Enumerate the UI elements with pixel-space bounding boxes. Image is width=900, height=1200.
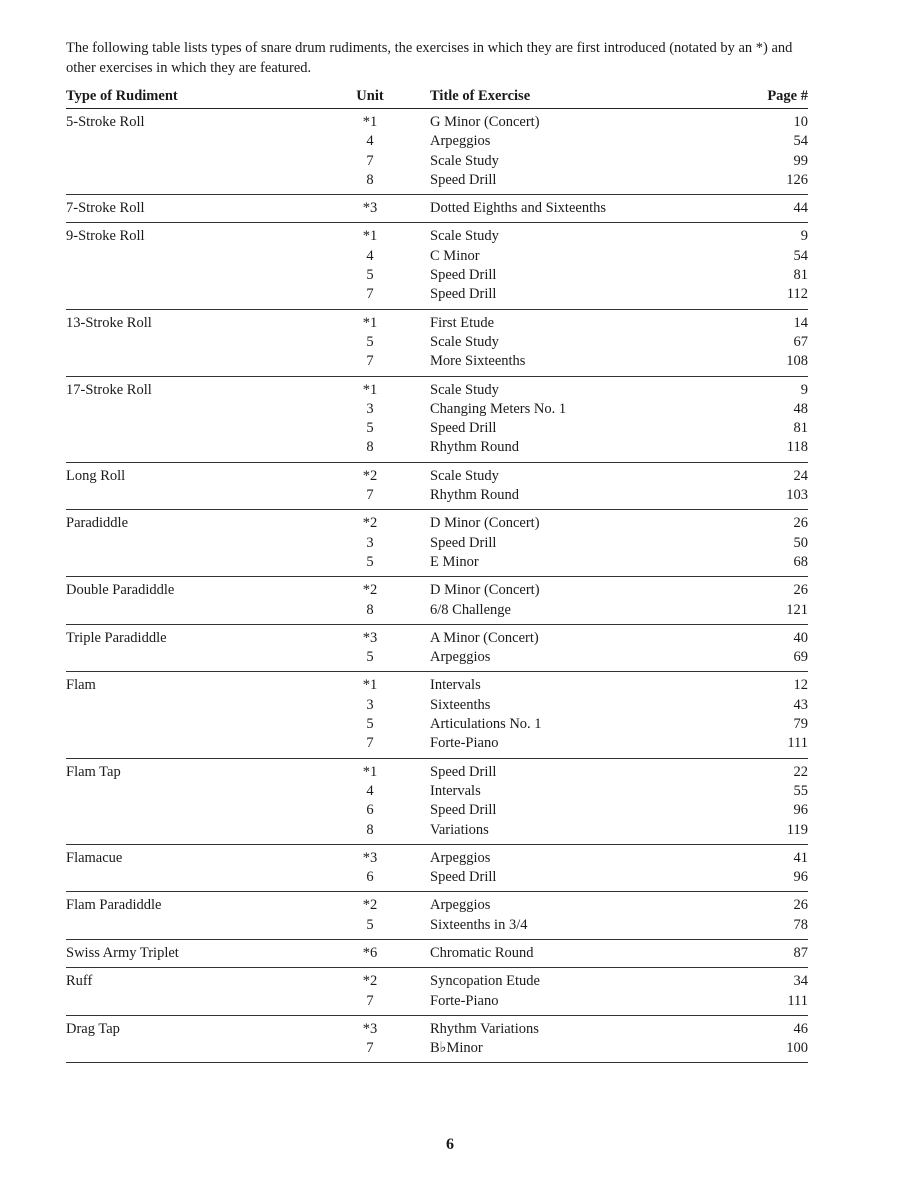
table-row [66, 1021, 808, 1040]
table-header [66, 86, 808, 109]
table-row [66, 850, 808, 869]
exercise-title-cell: E Minor [430, 553, 479, 570]
unit-cell: 5 [366, 333, 374, 350]
page-number-cell: 50 [793, 534, 808, 551]
rudiment-group [66, 109, 808, 195]
unit-cell: *1 [362, 677, 378, 694]
page-number-cell: 81 [793, 420, 808, 437]
exercise-title-cell: Dotted Eighths and Sixteenths [430, 200, 606, 217]
page-number-cell: 96 [793, 869, 808, 886]
table-row [66, 945, 808, 964]
page-number-cell: 43 [793, 696, 808, 713]
table-row [66, 869, 808, 888]
table-row [66, 315, 808, 334]
table-row [66, 735, 808, 754]
exercise-title-cell: Syncopation Etude [430, 973, 540, 990]
unit-cell: 3 [366, 696, 374, 713]
page-number-cell: 69 [793, 649, 808, 666]
rudiment-group [66, 672, 808, 758]
exercise-title-cell: G Minor (Concert) [430, 114, 540, 130]
exercise-title-cell: Forte-Piano [430, 992, 499, 1009]
table-row [66, 554, 808, 573]
table-row [66, 172, 808, 191]
rudiment-name: Flam [66, 677, 96, 694]
rudiment-name: Flamacue [66, 849, 123, 866]
rudiment-name: 13-Stroke Roll [66, 314, 152, 331]
table-row [66, 382, 808, 401]
page-number-cell: 81 [793, 267, 808, 284]
unit-cell: *3 [362, 1020, 378, 1037]
table-row [66, 114, 808, 133]
exercise-title-cell: D Minor (Concert) [430, 582, 540, 599]
page-number-cell: 9 [800, 228, 808, 245]
rudiment-group [66, 310, 808, 377]
page-number-cell: 118 [786, 439, 808, 456]
exercise-title-cell: More Sixteenths [430, 353, 526, 370]
exercise-title-cell: Speed Drill [430, 267, 497, 284]
table-row [66, 783, 808, 802]
page-number-cell: 96 [793, 802, 808, 819]
unit-cell: 6 [366, 802, 374, 819]
table-row [66, 630, 808, 649]
table-row [66, 716, 808, 735]
table-row [66, 535, 808, 554]
table-row [66, 468, 808, 487]
rudiment-group [66, 463, 808, 511]
table-row [66, 822, 808, 841]
exercise-title-cell: Speed Drill [430, 171, 497, 188]
unit-cell: 7 [366, 353, 374, 370]
exercise-title-cell: Arpeggios [430, 849, 491, 866]
table-row [66, 228, 808, 247]
unit-cell: *2 [362, 973, 378, 990]
page-number-cell: 111 [787, 992, 808, 1009]
unit-cell: *1 [362, 314, 378, 331]
exercise-title-cell: Chromatic Round [430, 944, 534, 961]
exercise-title-cell: Scale Study [430, 333, 499, 350]
exercise-title-cell: Changing Meters No. 1 [430, 400, 567, 417]
rudiment-name: Ruff [66, 973, 93, 990]
header-type: Type of Rudiment [66, 88, 178, 104]
table-row [66, 439, 808, 458]
exercise-title-cell: 6/8 Challenge [430, 601, 511, 618]
page-number-cell: 26 [793, 582, 808, 599]
rudiment-name: 9-Stroke Roll [66, 228, 145, 245]
exercise-title-cell: Sixteenths [430, 696, 491, 713]
exercise-title-cell: Speed Drill [430, 420, 497, 437]
page-number: 6 [446, 1136, 454, 1153]
rudiment-name: Swiss Army Triplet [66, 944, 179, 961]
exercise-title-cell: First Etude [430, 314, 495, 331]
exercise-title-cell: Arpeggios [430, 897, 491, 914]
unit-cell: 7 [366, 152, 374, 169]
unit-cell: 5 [366, 420, 374, 437]
unit-cell: *2 [362, 467, 378, 484]
table-row [66, 897, 808, 916]
page-number-cell: 99 [793, 152, 808, 169]
unit-cell: 7 [366, 735, 374, 752]
page-number-cell: 40 [793, 629, 808, 646]
exercise-title-cell: Scale Study [430, 381, 499, 398]
rudiment-name: Paradiddle [66, 515, 129, 532]
rudiment-group [66, 845, 808, 893]
rudiment-group [66, 940, 808, 968]
unit-cell: 4 [366, 133, 374, 150]
table-row [66, 487, 808, 506]
table-row [66, 677, 808, 696]
page-number-cell: 12 [793, 677, 808, 694]
exercise-title-cell: Arpeggios [430, 133, 491, 150]
exercise-title-cell: Rhythm Variations [430, 1020, 539, 1037]
table-row [66, 764, 808, 783]
page-number-cell: 46 [793, 1020, 808, 1037]
rudiment-name: Flam Tap [66, 763, 121, 780]
unit-cell: *3 [362, 629, 378, 646]
table-row [66, 153, 808, 172]
rudiment-group [66, 968, 808, 1016]
unit-cell: *1 [362, 114, 378, 130]
exercise-title-cell: Intervals [430, 677, 481, 694]
exercise-title-cell: Scale Study [430, 228, 499, 245]
page-number-cell: 67 [793, 333, 808, 350]
unit-cell: 4 [366, 247, 374, 264]
table-row [66, 248, 808, 267]
unit-cell: *3 [362, 849, 378, 866]
page-number-cell: 87 [793, 944, 808, 961]
exercise-title-cell: Speed Drill [430, 802, 497, 819]
exercise-title-cell: Rhythm Round [430, 439, 520, 456]
exercise-title-cell: Sixteenths in 3/4 [430, 916, 528, 933]
table-row [66, 515, 808, 534]
rudiment-name: 7-Stroke Roll [66, 200, 145, 217]
page-number-cell: 55 [793, 782, 808, 799]
page-number-cell: 121 [786, 601, 808, 618]
unit-cell: 6 [366, 869, 374, 886]
unit-cell: 5 [366, 553, 374, 570]
exercise-title-cell: Variations [430, 821, 489, 838]
unit-cell: 5 [366, 716, 374, 733]
unit-cell: 8 [366, 439, 374, 456]
exercise-title-cell: C Minor [430, 247, 480, 264]
unit-cell: 8 [366, 171, 374, 188]
rudiment-group [66, 759, 808, 845]
table-row [66, 1040, 808, 1059]
page-number-cell: 54 [793, 133, 808, 150]
page-number-cell: 48 [793, 400, 808, 417]
unit-cell: *1 [362, 381, 378, 398]
page-number-cell: 112 [786, 286, 808, 303]
page-number-cell: 108 [786, 353, 808, 370]
page-number-cell: 26 [793, 897, 808, 914]
table-row [66, 649, 808, 668]
rudiment-name: Double Paradiddle [66, 582, 175, 599]
unit-cell: *2 [362, 897, 378, 914]
rudiment-group [66, 892, 808, 940]
unit-cell: 7 [366, 992, 374, 1009]
intro-paragraph: The following table lists types of snare drum rudiments, the exercises in which they are first introduced (notated by an *) and other exercises in which they are featured. [66, 40, 793, 76]
exercise-title-cell: A Minor (Concert) [430, 629, 539, 646]
page-number-cell: 111 [787, 735, 808, 752]
exercise-title-cell: Rhythm Round [430, 487, 520, 504]
unit-cell: 8 [366, 821, 374, 838]
exercise-title-cell: Forte-Piano [430, 735, 499, 752]
unit-cell: 3 [366, 400, 374, 417]
unit-cell: 5 [366, 267, 374, 284]
unit-cell: 3 [366, 534, 374, 551]
table-row [66, 267, 808, 286]
table-row [66, 200, 808, 219]
rudiment-group [66, 510, 808, 577]
rudiment-group [66, 577, 808, 625]
page-number-cell: 68 [793, 553, 808, 570]
page-number-cell: 10 [793, 114, 808, 130]
page-number-cell: 79 [793, 716, 808, 733]
unit-cell: 7 [366, 1040, 374, 1057]
exercise-title-cell: Arpeggios [430, 649, 491, 666]
unit-cell: *2 [362, 582, 378, 599]
table-row [66, 802, 808, 821]
unit-cell: *2 [362, 515, 378, 532]
page-number-cell: 103 [786, 487, 808, 504]
unit-cell: *6 [362, 944, 378, 961]
table-row [66, 973, 808, 992]
unit-cell: 7 [366, 487, 374, 504]
rudiment-table [66, 109, 808, 1063]
table-row [66, 353, 808, 372]
page-number-cell: 34 [793, 973, 808, 990]
page-number-cell: 44 [793, 200, 808, 217]
page-number-cell: 54 [793, 247, 808, 264]
rudiment-name: Flam Paradiddle [66, 897, 162, 914]
page-number-cell: 126 [786, 171, 808, 188]
page-number-cell: 24 [793, 467, 808, 484]
exercise-title-cell: Speed Drill [430, 286, 497, 303]
rudiment-group [66, 1016, 808, 1064]
rudiment-name: Long Roll [66, 467, 126, 484]
exercise-title-cell: Speed Drill [430, 534, 497, 551]
page-content [66, 38, 808, 1063]
table-row [66, 133, 808, 152]
exercise-title-cell: Speed Drill [430, 869, 497, 886]
table-row [66, 602, 808, 621]
page-number-cell: 41 [793, 849, 808, 866]
header-page: Page # [767, 88, 808, 104]
rudiment-group [66, 625, 808, 673]
table-row [66, 420, 808, 439]
rudiment-name: Drag Tap [66, 1020, 120, 1037]
exercise-title-cell: Intervals [430, 782, 481, 799]
unit-cell: *1 [362, 228, 378, 245]
table-row [66, 697, 808, 716]
unit-cell: 5 [366, 916, 374, 933]
header-unit: Unit [356, 88, 384, 104]
unit-cell: 8 [366, 601, 374, 618]
rudiment-name: 17-Stroke Roll [66, 381, 152, 398]
table-row [66, 334, 808, 353]
page-number-cell: 22 [793, 763, 808, 780]
header-title: Title of Exercise [430, 88, 531, 104]
page-number-cell: 14 [793, 314, 808, 331]
rudiment-group [66, 377, 808, 463]
rudiment-group [66, 195, 808, 223]
page-number-cell: 9 [800, 381, 808, 398]
unit-cell: 4 [366, 782, 374, 799]
unit-cell: *1 [362, 763, 378, 780]
table-row [66, 286, 808, 305]
unit-cell: 5 [366, 649, 374, 666]
exercise-title-cell: Scale Study [430, 467, 499, 484]
exercise-title-cell: Articulations No. 1 [430, 716, 542, 733]
table-row [66, 993, 808, 1012]
rudiment-name: 5-Stroke Roll [66, 114, 145, 130]
page-number-cell: 100 [786, 1040, 808, 1057]
exercise-title-cell: Speed Drill [430, 763, 497, 780]
exercise-title-cell: Scale Study [430, 152, 499, 169]
exercise-title-cell: D Minor (Concert) [430, 515, 540, 532]
page-number-cell: 26 [793, 515, 808, 532]
rudiment-name: Triple Paradiddle [66, 629, 167, 646]
exercise-title-cell: B♭Minor [430, 1040, 483, 1057]
unit-cell: *3 [362, 200, 378, 217]
page-number-cell: 119 [786, 821, 808, 838]
table-row [66, 582, 808, 601]
table-row [66, 401, 808, 420]
unit-cell: 7 [366, 286, 374, 303]
table-row [66, 917, 808, 936]
rudiment-group [66, 223, 808, 309]
page-number-cell: 78 [793, 916, 808, 933]
